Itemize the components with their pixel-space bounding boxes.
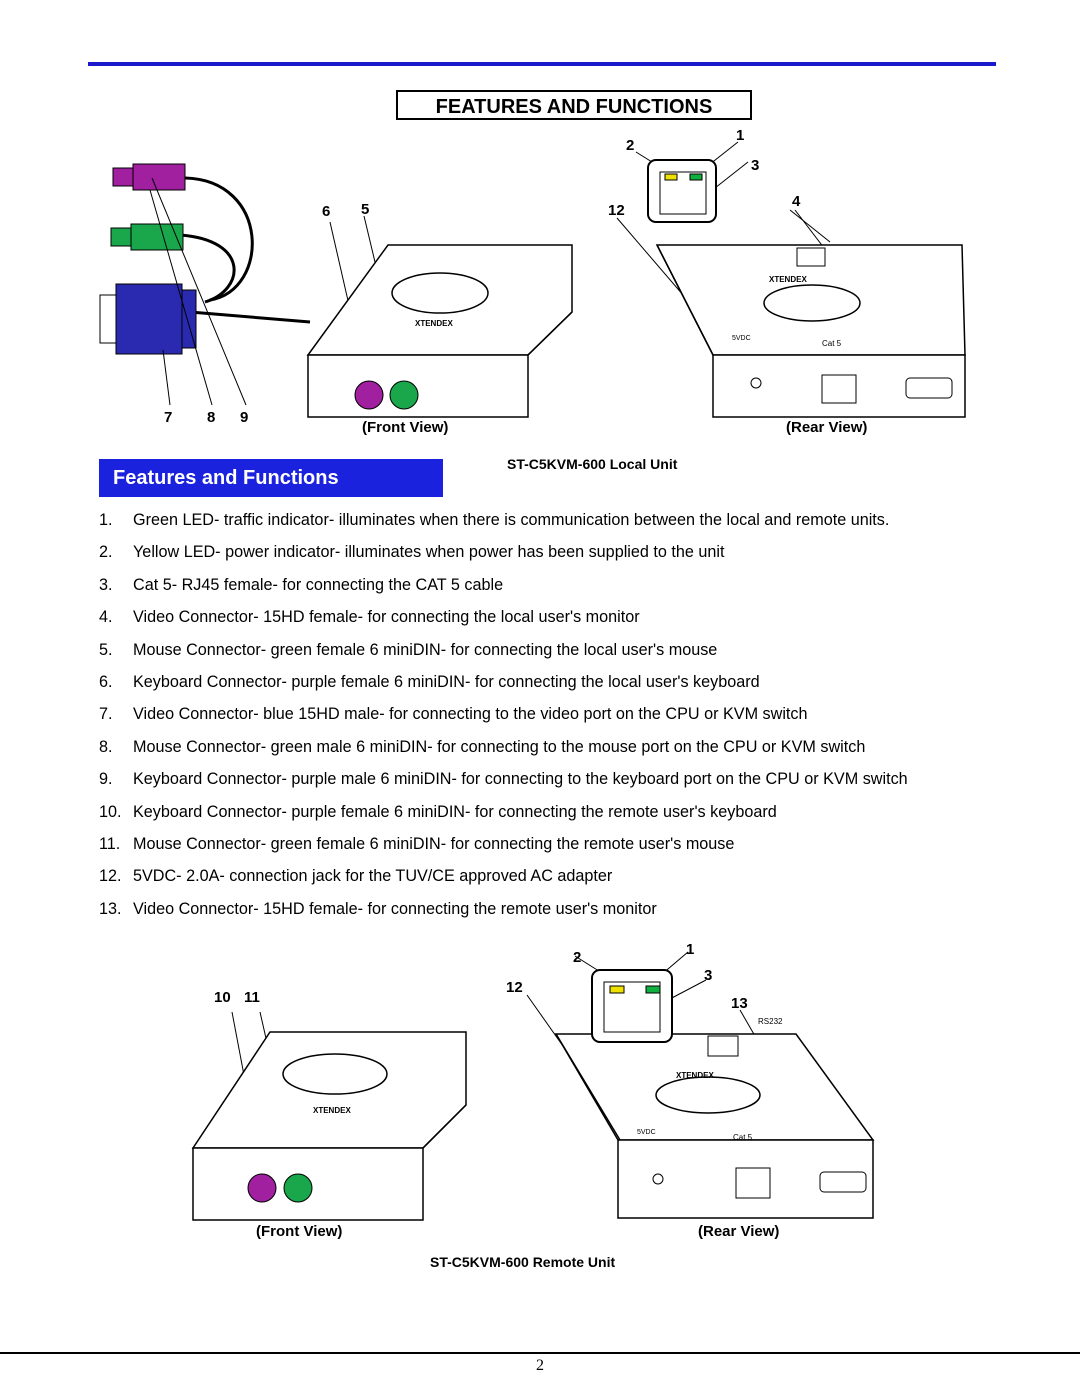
- remote-front-box: [193, 1032, 466, 1220]
- local-unit-caption: ST-C5KVM-600 Local Unit: [507, 456, 678, 472]
- list-item: 12. 5VDC- 2.0A- connection jack for the TUV/CE approved AC adapter: [99, 867, 613, 886]
- mouse-port-icon: [284, 1174, 312, 1202]
- callout-1: 1: [686, 941, 695, 958]
- local-rear-cat5: Cat 5: [822, 339, 842, 348]
- local-unit-diagram: [0, 0, 1080, 480]
- callout-2: 2: [626, 137, 635, 154]
- remote-front-brand: XTENDEX: [313, 1106, 351, 1115]
- rj45-zoom-icon: [592, 970, 672, 1042]
- rj45-zoom-icon: [648, 160, 716, 222]
- callout-10: 10: [214, 989, 231, 1006]
- list-item: 8. Mouse Connector- green male 6 miniDIN- for connecting to the mouse port on the CPU or KVM switch: [99, 737, 866, 756]
- remote-rear-box: [556, 1034, 873, 1218]
- callout-5: 5: [361, 201, 370, 218]
- local-front-brand: XTENDEX: [415, 319, 453, 328]
- cable-bundle: [180, 178, 310, 322]
- callout-6: 6: [322, 203, 331, 220]
- features-list: [99, 508, 999, 929]
- callout-4: 4: [792, 193, 801, 210]
- list-item: 9. Keyboard Connector- purple male 6 miniDIN- for connecting to the keyboard port on the CPU or KVM switch: [99, 770, 908, 789]
- vga-plug-icon: [100, 284, 196, 354]
- remote-rear-power: 5VDC: [637, 1129, 656, 1136]
- list-item: 13. Video Connector- 15HD female- for connecting the remote user's monitor: [99, 899, 657, 918]
- section-header: Features and Functions: [99, 459, 443, 497]
- callout-12: 12: [608, 202, 625, 219]
- page-title: FEATURES AND FUNCTIONS: [396, 90, 752, 120]
- mouse-port-icon: [390, 381, 418, 409]
- local-rear-box: [657, 245, 965, 417]
- local-rear-label: (Rear View): [786, 419, 868, 436]
- page-number: 2: [536, 1357, 544, 1374]
- callout-1: 1: [736, 127, 745, 144]
- remote-rear-cat5: Cat 5: [733, 1133, 753, 1142]
- remote-front-label: (Front View): [256, 1223, 343, 1240]
- list-item: 5. Mouse Connector- green female 6 miniDIN- for connecting the local user's mouse: [99, 640, 718, 659]
- remote-rear-brand: XTENDEX: [676, 1071, 714, 1080]
- bottom-rule: [0, 1352, 1080, 1354]
- keyboard-port-icon: [355, 381, 383, 409]
- callout-2: 2: [573, 949, 582, 966]
- rs232-label: RS232: [758, 1017, 783, 1026]
- remote-rear-label: (Rear View): [698, 1223, 780, 1240]
- callout-7: 7: [164, 409, 173, 426]
- callout-9: 9: [240, 409, 249, 426]
- list-item: 4. Video Connector- 15HD female- for connecting the local user's monitor: [99, 608, 640, 627]
- callout-11: 11: [244, 989, 260, 1006]
- remote-unit-caption: ST-C5KVM-600 Remote Unit: [430, 1254, 616, 1270]
- list-item: 7. Video Connector- blue 15HD male- for connecting to the video port on the CPU or KVM switch: [99, 705, 808, 724]
- callout-3: 3: [751, 157, 760, 174]
- list-item: 10. Keyboard Connector- purple female 6 miniDIN- for connecting the remote user's keyboard: [99, 802, 777, 821]
- callout-13: 13: [731, 995, 748, 1012]
- list-item: 3. Cat 5- RJ45 female- for connecting the CAT 5 cable: [99, 575, 504, 594]
- local-front-box: [308, 245, 572, 417]
- local-rear-power: 5VDC: [732, 335, 751, 342]
- local-rear-brand: XTENDEX: [769, 275, 807, 284]
- keyboard-plug-icon: [113, 164, 185, 190]
- callout-12: 12: [506, 979, 523, 996]
- callout-3: 3: [704, 967, 713, 984]
- list-item: 11. Mouse Connector- green female 6 miniDIN- for connecting the remote user's mouse: [99, 834, 735, 853]
- list-item: 6. Keyboard Connector- purple female 6 miniDIN- for connecting the local user's keyboard: [99, 672, 760, 691]
- local-front-label: (Front View): [362, 419, 449, 436]
- list-item: 1. Green LED- traffic indicator- illuminates when there is communication between the local and remote units.: [99, 511, 890, 529]
- callout-8: 8: [207, 409, 216, 426]
- keyboard-port-icon: [248, 1174, 276, 1202]
- list-item: 2. Yellow LED- power indicator- illuminates when power has been supplied to the unit: [99, 543, 725, 562]
- remote-unit-diagram: [0, 930, 1080, 1280]
